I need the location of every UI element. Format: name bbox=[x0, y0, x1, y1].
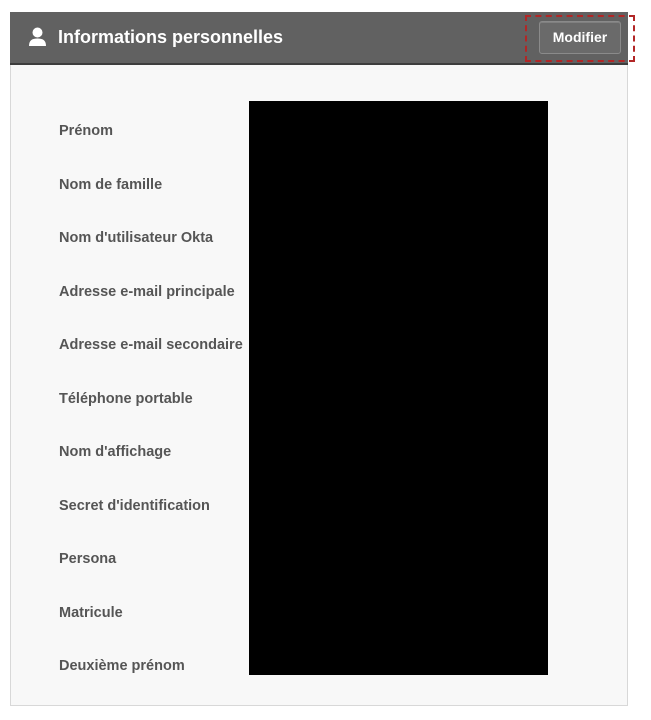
field-label: Nom d'affichage bbox=[59, 444, 172, 460]
panel-title: Informations personnelles bbox=[58, 27, 284, 47]
field-label: Nom d'utilisateur Okta bbox=[59, 230, 214, 246]
redacted-field-values bbox=[249, 101, 548, 675]
field-label: Secret d'identification bbox=[59, 497, 210, 514]
field-label: Adresse e-mail principale bbox=[59, 283, 235, 300]
field-label-list bbox=[59, 114, 243, 703]
field-label: Téléphone portable bbox=[59, 390, 193, 407]
field-label: Persona bbox=[59, 551, 117, 567]
field-label: Matricule bbox=[59, 604, 123, 621]
field-label: Adresse e-mail secondaire bbox=[59, 337, 243, 353]
edit-button[interactable]: Modifier bbox=[539, 21, 621, 54]
field-label: Nom de famille bbox=[59, 176, 163, 193]
field-label: Deuxième prénom bbox=[59, 658, 185, 674]
user-icon bbox=[28, 27, 47, 47]
field-label: Prénom bbox=[59, 123, 113, 139]
